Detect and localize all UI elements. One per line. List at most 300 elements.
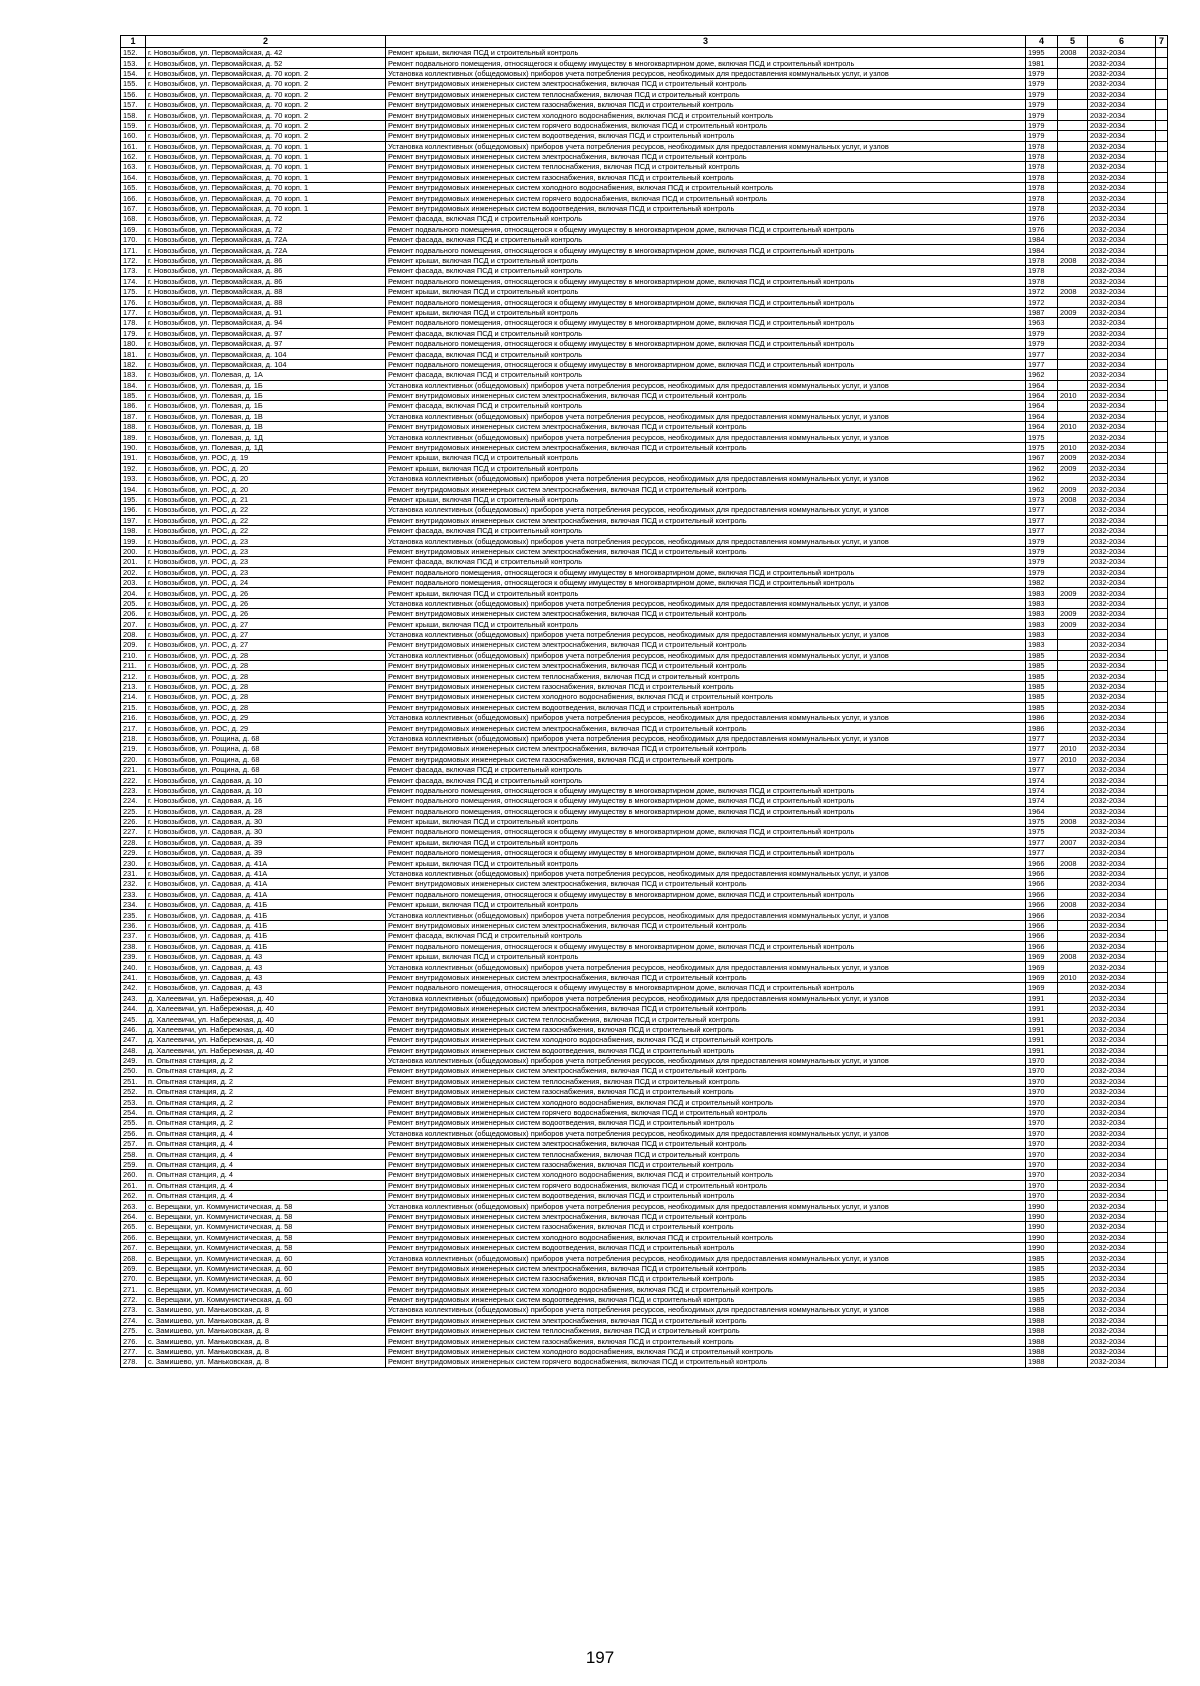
table-row xyxy=(121,764,1168,774)
address-cell: п. Опытная станция, д. 2 xyxy=(146,1087,386,1097)
address-cell: г. Новозыбков, ул. РОС, д. 28 xyxy=(146,671,386,681)
work-type-cell: Ремонт внутридомовых инженерных систем теплоснабжения, включая ПСД и строительный контроль xyxy=(386,671,1026,681)
commission-year-cell: 1985 xyxy=(1026,650,1058,660)
work-type-cell: Ремонт внутридомовых инженерных систем теплоснабжения, включая ПСД и строительный контроль xyxy=(386,162,1026,172)
row-number: 221. xyxy=(121,764,146,774)
row-number: 184. xyxy=(121,380,146,390)
address-cell: г. Новозыбков, ул. Первомайская, д. 70 корп. 2 xyxy=(146,79,386,89)
commission-year-cell: 1972 xyxy=(1026,286,1058,296)
row-number: 218. xyxy=(121,733,146,743)
commission-year-cell: 1970 xyxy=(1026,1180,1058,1190)
table-row xyxy=(121,151,1168,161)
row-number: 249. xyxy=(121,1055,146,1065)
planned-period-cell: 2032-2034 xyxy=(1088,1357,1156,1367)
commission-year-cell: 1970 xyxy=(1026,1139,1058,1149)
last-repair-year-cell: 2009 xyxy=(1058,609,1088,619)
planned-period-cell: 2032-2034 xyxy=(1088,557,1156,567)
table-row xyxy=(121,1201,1168,1211)
work-type-cell: Ремонт подвального помещения, относящегося к общему имуществу в многоквартирном доме, включая ПСД и строительный контроль xyxy=(386,276,1026,286)
row-number: 222. xyxy=(121,775,146,785)
commission-year-cell: 1990 xyxy=(1026,1232,1058,1242)
last-repair-year-cell xyxy=(1058,983,1088,993)
empty-cell xyxy=(1156,110,1168,120)
address-cell: г. Новозыбков, ул. Первомайская, д. 70 корп. 1 xyxy=(146,151,386,161)
table-row xyxy=(121,671,1168,681)
last-repair-year-cell: 2010 xyxy=(1058,744,1088,754)
work-type-cell: Ремонт внутридомовых инженерных систем газоснабжения, включая ПСД и строительный контроль xyxy=(386,1024,1026,1034)
empty-cell xyxy=(1156,1357,1168,1367)
last-repair-year-cell xyxy=(1058,1024,1088,1034)
work-type-cell: Ремонт внутридомовых инженерных систем водоотведения, включая ПСД и строительный контроль xyxy=(386,1045,1026,1055)
last-repair-year-cell xyxy=(1058,183,1088,193)
commission-year-cell: 1985 xyxy=(1026,1263,1058,1273)
work-type-cell: Ремонт крыши, включая ПСД и строительный контроль xyxy=(386,286,1026,296)
table-row xyxy=(121,775,1168,785)
address-cell: г. Новозыбков, ул. Полевая, д. 1В xyxy=(146,422,386,432)
empty-cell xyxy=(1156,1242,1168,1252)
planned-period-cell: 2032-2034 xyxy=(1088,972,1156,982)
table-row xyxy=(121,474,1168,484)
empty-cell xyxy=(1156,120,1168,130)
commission-year-cell: 1977 xyxy=(1026,733,1058,743)
table-row xyxy=(121,723,1168,733)
row-number: 252. xyxy=(121,1087,146,1097)
table-row xyxy=(121,848,1168,858)
row-number: 200. xyxy=(121,546,146,556)
last-repair-year-cell xyxy=(1058,1284,1088,1294)
work-type-cell: Ремонт внутридомовых инженерных систем водоотведения, включая ПСД и строительный контроль xyxy=(386,203,1026,213)
row-number: 213. xyxy=(121,681,146,691)
address-cell: г. Новозыбков, ул. Первомайская, д. 97 xyxy=(146,338,386,348)
table-row xyxy=(121,536,1168,546)
last-repair-year-cell xyxy=(1058,1211,1088,1221)
planned-period-cell: 2032-2034 xyxy=(1088,411,1156,421)
commission-year-cell: 1991 xyxy=(1026,993,1058,1003)
work-type-cell: Ремонт внутридомовых инженерных систем водоотведения, включая ПСД и строительный контроль xyxy=(386,131,1026,141)
work-type-cell: Установка коллективных (общедомовых) приборов учета потребления ресурсов, необходимых для предоставления коммунальных услуг, и узлов xyxy=(386,1055,1026,1065)
empty-cell xyxy=(1156,338,1168,348)
empty-cell xyxy=(1156,432,1168,442)
planned-period-cell: 2032-2034 xyxy=(1088,713,1156,723)
address-cell: г. Новозыбков, ул. Первомайская, д. 70 корп. 1 xyxy=(146,193,386,203)
work-type-cell: Ремонт внутридомовых инженерных систем холодного водоснабжения, включая ПСД и строительный контроль xyxy=(386,1346,1026,1356)
address-cell: г. Новозыбков, ул. Садовая, д. 39 xyxy=(146,837,386,847)
last-repair-year-cell xyxy=(1058,58,1088,68)
commission-year-cell: 1978 xyxy=(1026,276,1058,286)
last-repair-year-cell xyxy=(1058,1035,1088,1045)
last-repair-year-cell: 2008 xyxy=(1058,494,1088,504)
work-type-cell: Ремонт подвального помещения, относящегося к общему имуществу в многоквартирном доме, включая ПСД и строительный контроль xyxy=(386,983,1026,993)
last-repair-year-cell xyxy=(1058,764,1088,774)
empty-cell xyxy=(1156,1232,1168,1242)
row-number: 204. xyxy=(121,588,146,598)
commission-year-cell: 1984 xyxy=(1026,245,1058,255)
last-repair-year-cell xyxy=(1058,1128,1088,1138)
empty-cell xyxy=(1156,764,1168,774)
table-row xyxy=(121,318,1168,328)
empty-cell xyxy=(1156,619,1168,629)
address-cell: г. Новозыбков, ул. Садовая, д. 41Б xyxy=(146,910,386,920)
planned-period-cell: 2032-2034 xyxy=(1088,1055,1156,1065)
planned-period-cell: 2032-2034 xyxy=(1088,214,1156,224)
commission-year-cell: 1979 xyxy=(1026,120,1058,130)
work-type-cell: Ремонт фасада, включая ПСД и строительный контроль xyxy=(386,235,1026,245)
table-row xyxy=(121,432,1168,442)
commission-year-cell: 1979 xyxy=(1026,89,1058,99)
table-row xyxy=(121,1326,1168,1336)
commission-year-cell: 1970 xyxy=(1026,1087,1058,1097)
address-cell: г. Новозыбков, ул. РОС, д. 23 xyxy=(146,546,386,556)
planned-period-cell: 2032-2034 xyxy=(1088,816,1156,826)
planned-period-cell: 2032-2034 xyxy=(1088,1087,1156,1097)
column-number: 3 xyxy=(386,36,1026,48)
address-cell: д. Халеевичи, ул. Набережная, д. 40 xyxy=(146,1035,386,1045)
table-row xyxy=(121,879,1168,889)
table-row xyxy=(121,1211,1168,1221)
table-row xyxy=(121,619,1168,629)
planned-period-cell: 2032-2034 xyxy=(1088,141,1156,151)
empty-cell xyxy=(1156,1003,1168,1013)
row-number: 256. xyxy=(121,1128,146,1138)
last-repair-year-cell: 2010 xyxy=(1058,390,1088,400)
last-repair-year-cell xyxy=(1058,629,1088,639)
row-number: 169. xyxy=(121,224,146,234)
planned-period-cell: 2032-2034 xyxy=(1088,442,1156,452)
table-row xyxy=(121,276,1168,286)
commission-year-cell: 1985 xyxy=(1026,702,1058,712)
last-repair-year-cell xyxy=(1058,1253,1088,1263)
last-repair-year-cell xyxy=(1058,1087,1088,1097)
planned-period-cell: 2032-2034 xyxy=(1088,796,1156,806)
work-type-cell: Ремонт крыши, включая ПСД и строительный контроль xyxy=(386,619,1026,629)
row-number: 212. xyxy=(121,671,146,681)
work-type-cell: Установка коллективных (общедомовых) приборов учета потребления ресурсов, необходимых для предоставления коммунальных услуг, и узлов xyxy=(386,629,1026,639)
planned-period-cell: 2032-2034 xyxy=(1088,1045,1156,1055)
address-cell: г. Новозыбков, ул. Первомайская, д. 70 корп. 1 xyxy=(146,162,386,172)
work-type-cell: Ремонт внутридомовых инженерных систем электроснабжения, включая ПСД и строительный контроль xyxy=(386,1263,1026,1273)
planned-period-cell: 2032-2034 xyxy=(1088,432,1156,442)
last-repair-year-cell xyxy=(1058,505,1088,515)
empty-cell xyxy=(1156,640,1168,650)
last-repair-year-cell xyxy=(1058,474,1088,484)
table-row xyxy=(121,422,1168,432)
row-number: 245. xyxy=(121,1014,146,1024)
address-cell: д. Халеевичи, ул. Набережная, д. 40 xyxy=(146,1024,386,1034)
empty-cell xyxy=(1156,993,1168,1003)
last-repair-year-cell: 2009 xyxy=(1058,463,1088,473)
row-number: 191. xyxy=(121,453,146,463)
planned-period-cell: 2032-2034 xyxy=(1088,567,1156,577)
table-row xyxy=(121,972,1168,982)
row-number: 186. xyxy=(121,401,146,411)
commission-year-cell: 1984 xyxy=(1026,235,1058,245)
work-type-cell: Установка коллективных (общедомовых) приборов учета потребления ресурсов, необходимых для предоставления коммунальных услуг, и узлов xyxy=(386,1201,1026,1211)
last-repair-year-cell xyxy=(1058,1014,1088,1024)
last-repair-year-cell xyxy=(1058,110,1088,120)
last-repair-year-cell xyxy=(1058,577,1088,587)
commission-year-cell: 1985 xyxy=(1026,661,1058,671)
row-number: 235. xyxy=(121,910,146,920)
planned-period-cell: 2032-2034 xyxy=(1088,1336,1156,1346)
work-type-cell: Ремонт фасада, включая ПСД и строительный контроль xyxy=(386,328,1026,338)
row-number: 175. xyxy=(121,286,146,296)
work-type-cell: Установка коллективных (общедомовых) приборов учета потребления ресурсов, необходимых для предоставления коммунальных услуг, и узлов xyxy=(386,380,1026,390)
work-type-cell: Ремонт внутридомовых инженерных систем теплоснабжения, включая ПСД и строительный контроль xyxy=(386,1326,1026,1336)
empty-cell xyxy=(1156,910,1168,920)
empty-cell xyxy=(1156,609,1168,619)
work-type-cell: Ремонт внутридомовых инженерных систем электроснабжения, включая ПСД и строительный контроль xyxy=(386,723,1026,733)
last-repair-year-cell: 2009 xyxy=(1058,453,1088,463)
last-repair-year-cell xyxy=(1058,941,1088,951)
row-number: 275. xyxy=(121,1326,146,1336)
planned-period-cell: 2032-2034 xyxy=(1088,744,1156,754)
last-repair-year-cell xyxy=(1058,868,1088,878)
empty-cell xyxy=(1156,557,1168,567)
planned-period-cell: 2032-2034 xyxy=(1088,1274,1156,1284)
commission-year-cell: 1962 xyxy=(1026,463,1058,473)
commission-year-cell: 1985 xyxy=(1026,692,1058,702)
work-type-cell: Установка коллективных (общедомовых) приборов учета потребления ресурсов, необходимых для предоставления коммунальных услуг, и узлов xyxy=(386,68,1026,78)
table-row xyxy=(121,702,1168,712)
last-repair-year-cell xyxy=(1058,889,1088,899)
row-number: 187. xyxy=(121,411,146,421)
commission-year-cell: 1978 xyxy=(1026,141,1058,151)
row-number: 181. xyxy=(121,349,146,359)
last-repair-year-cell xyxy=(1058,598,1088,608)
table-row xyxy=(121,1087,1168,1097)
commission-year-cell: 1990 xyxy=(1026,1201,1058,1211)
table-row xyxy=(121,162,1168,172)
address-cell: г. Новозыбков, ул. РОС, д. 19 xyxy=(146,453,386,463)
commission-year-cell: 1983 xyxy=(1026,619,1058,629)
empty-cell xyxy=(1156,505,1168,515)
commission-year-cell: 1970 xyxy=(1026,1159,1058,1169)
table-row xyxy=(121,349,1168,359)
row-number: 248. xyxy=(121,1045,146,1055)
work-type-cell: Ремонт внутридомовых инженерных систем электроснабжения, включая ПСД и строительный контроль xyxy=(386,972,1026,982)
table-row xyxy=(121,1274,1168,1284)
row-number: 178. xyxy=(121,318,146,328)
address-cell: г. Новозыбков, ул. Садовая, д. 10 xyxy=(146,775,386,785)
table-row xyxy=(121,962,1168,972)
last-repair-year-cell xyxy=(1058,1357,1088,1367)
row-number: 243. xyxy=(121,993,146,1003)
row-number: 277. xyxy=(121,1346,146,1356)
commission-year-cell: 1963 xyxy=(1026,318,1058,328)
work-type-cell: Ремонт крыши, включая ПСД и строительный контроль xyxy=(386,307,1026,317)
commission-year-cell: 1988 xyxy=(1026,1336,1058,1346)
table-row xyxy=(121,557,1168,567)
row-number: 158. xyxy=(121,110,146,120)
work-type-cell: Установка коллективных (общедомовых) приборов учета потребления ресурсов, необходимых для предоставления коммунальных услуг, и узлов xyxy=(386,474,1026,484)
column-number: 4 xyxy=(1026,36,1058,48)
table-row xyxy=(121,754,1168,764)
table-row xyxy=(121,910,1168,920)
row-number: 197. xyxy=(121,515,146,525)
row-number: 269. xyxy=(121,1263,146,1273)
last-repair-year-cell xyxy=(1058,1170,1088,1180)
row-number: 209. xyxy=(121,640,146,650)
row-number: 177. xyxy=(121,307,146,317)
planned-period-cell: 2032-2034 xyxy=(1088,79,1156,89)
last-repair-year-cell xyxy=(1058,910,1088,920)
work-type-cell: Ремонт внутридомовых инженерных систем холодного водоснабжения, включая ПСД и строительный контроль xyxy=(386,1035,1026,1045)
table-row xyxy=(121,1305,1168,1315)
table-row xyxy=(121,837,1168,847)
table-row xyxy=(121,588,1168,598)
commission-year-cell: 1977 xyxy=(1026,764,1058,774)
table-row xyxy=(121,1232,1168,1242)
empty-cell xyxy=(1156,650,1168,660)
planned-period-cell: 2032-2034 xyxy=(1088,889,1156,899)
row-number: 278. xyxy=(121,1357,146,1367)
address-cell: г. Новозыбков, ул. РОС, д. 23 xyxy=(146,557,386,567)
commission-year-cell: 1983 xyxy=(1026,598,1058,608)
planned-period-cell: 2032-2034 xyxy=(1088,1066,1156,1076)
empty-cell xyxy=(1156,889,1168,899)
table-row xyxy=(121,380,1168,390)
last-repair-year-cell xyxy=(1058,1149,1088,1159)
empty-cell xyxy=(1156,983,1168,993)
planned-period-cell: 2032-2034 xyxy=(1088,1242,1156,1252)
row-number: 166. xyxy=(121,193,146,203)
address-cell: с. Верещаки, ул. Коммунистическая, д. 60 xyxy=(146,1294,386,1304)
last-repair-year-cell xyxy=(1058,141,1088,151)
work-type-cell: Ремонт внутридомовых инженерных систем газоснабжения, включая ПСД и строительный контроль xyxy=(386,1222,1026,1232)
table-row xyxy=(121,1024,1168,1034)
commission-year-cell: 1964 xyxy=(1026,380,1058,390)
work-type-cell: Ремонт внутридомовых инженерных систем теплоснабжения, включая ПСД и строительный контроль xyxy=(386,1076,1026,1086)
last-repair-year-cell xyxy=(1058,162,1088,172)
last-repair-year-cell xyxy=(1058,640,1088,650)
commission-year-cell: 1985 xyxy=(1026,1253,1058,1263)
row-number: 276. xyxy=(121,1336,146,1346)
last-repair-year-cell xyxy=(1058,567,1088,577)
table-row xyxy=(121,453,1168,463)
empty-cell xyxy=(1156,733,1168,743)
table-row xyxy=(121,1284,1168,1294)
planned-period-cell: 2032-2034 xyxy=(1088,1107,1156,1117)
row-number: 247. xyxy=(121,1035,146,1045)
planned-period-cell: 2032-2034 xyxy=(1088,806,1156,816)
empty-cell xyxy=(1156,536,1168,546)
work-type-cell: Ремонт подвального помещения, относящегося к общему имуществу в многоквартирном доме, включая ПСД и строительный контроль xyxy=(386,577,1026,587)
row-number: 274. xyxy=(121,1315,146,1325)
work-type-cell: Ремонт подвального помещения, относящегося к общему имуществу в многоквартирном доме, включая ПСД и строительный контроль xyxy=(386,941,1026,951)
address-cell: г. Новозыбков, ул. Первомайская, д. 70 корп. 2 xyxy=(146,68,386,78)
empty-cell xyxy=(1156,1170,1168,1180)
row-number: 272. xyxy=(121,1294,146,1304)
row-number: 180. xyxy=(121,338,146,348)
row-number: 258. xyxy=(121,1149,146,1159)
row-number: 157. xyxy=(121,99,146,109)
table-row xyxy=(121,494,1168,504)
address-cell: г. Новозыбков, ул. Садовая, д. 10 xyxy=(146,785,386,795)
empty-cell xyxy=(1156,1066,1168,1076)
planned-period-cell: 2032-2034 xyxy=(1088,183,1156,193)
planned-period-cell: 2032-2034 xyxy=(1088,245,1156,255)
work-type-cell: Ремонт внутридомовых инженерных систем горячего водоснабжения, включая ПСД и строительный контроль xyxy=(386,1180,1026,1190)
planned-period-cell: 2032-2034 xyxy=(1088,193,1156,203)
empty-cell xyxy=(1156,1201,1168,1211)
empty-cell xyxy=(1156,785,1168,795)
planned-period-cell: 2032-2034 xyxy=(1088,463,1156,473)
work-type-cell: Ремонт внутридомовых инженерных систем электроснабжения, включая ПСД и строительный контроль xyxy=(386,151,1026,161)
work-type-cell: Ремонт внутридомовых инженерных систем холодного водоснабжения, включая ПСД и строительный контроль xyxy=(386,183,1026,193)
table-row xyxy=(121,214,1168,224)
empty-cell xyxy=(1156,474,1168,484)
row-number: 224. xyxy=(121,796,146,806)
table-row xyxy=(121,224,1168,234)
empty-cell xyxy=(1156,141,1168,151)
last-repair-year-cell xyxy=(1058,401,1088,411)
work-type-cell: Установка коллективных (общедомовых) приборов учета потребления ресурсов, необходимых для предоставления коммунальных услуг, и узлов xyxy=(386,1128,1026,1138)
planned-period-cell: 2032-2034 xyxy=(1088,401,1156,411)
address-cell: с. Верещаки, ул. Коммунистическая, д. 60 xyxy=(146,1284,386,1294)
table-row xyxy=(121,1315,1168,1325)
commission-year-cell: 1970 xyxy=(1026,1118,1058,1128)
planned-period-cell: 2032-2034 xyxy=(1088,370,1156,380)
work-type-cell: Ремонт фасада, включая ПСД и строительный контроль xyxy=(386,401,1026,411)
work-type-cell: Ремонт крыши, включая ПСД и строительный контроль xyxy=(386,48,1026,58)
empty-cell xyxy=(1156,422,1168,432)
last-repair-year-cell xyxy=(1058,131,1088,141)
planned-period-cell: 2032-2034 xyxy=(1088,577,1156,587)
work-type-cell: Установка коллективных (общедомовых) приборов учета потребления ресурсов, необходимых для предоставления коммунальных услуг, и узлов xyxy=(386,432,1026,442)
table-row xyxy=(121,744,1168,754)
commission-year-cell: 1966 xyxy=(1026,900,1058,910)
work-type-cell: Ремонт крыши, включая ПСД и строительный контроль xyxy=(386,494,1026,504)
row-number: 214. xyxy=(121,692,146,702)
empty-cell xyxy=(1156,951,1168,961)
last-repair-year-cell xyxy=(1058,1118,1088,1128)
commission-year-cell: 1978 xyxy=(1026,193,1058,203)
row-number: 161. xyxy=(121,141,146,151)
address-cell: г. Новозыбков, ул. Садовая, д. 39 xyxy=(146,848,386,858)
planned-period-cell: 2032-2034 xyxy=(1088,879,1156,889)
address-cell: г. Новозыбков, ул. Первомайская, д. 70 корп. 2 xyxy=(146,99,386,109)
commission-year-cell: 1979 xyxy=(1026,68,1058,78)
address-cell: г. Новозыбков, ул. Полевая, д. 1Б xyxy=(146,401,386,411)
empty-cell xyxy=(1156,68,1168,78)
address-cell: п. Опытная станция, д. 4 xyxy=(146,1190,386,1200)
table-row xyxy=(121,796,1168,806)
planned-period-cell: 2032-2034 xyxy=(1088,598,1156,608)
table-row xyxy=(121,1035,1168,1045)
row-number: 251. xyxy=(121,1076,146,1086)
address-cell: г. Новозыбков, ул. РОС, д. 28 xyxy=(146,692,386,702)
address-cell: г. Новозыбков, ул. Садовая, д. 41А xyxy=(146,868,386,878)
last-repair-year-cell xyxy=(1058,650,1088,660)
address-cell: г. Новозыбков, ул. Первомайская, д. 70 корп. 2 xyxy=(146,120,386,130)
empty-cell xyxy=(1156,1159,1168,1169)
empty-cell xyxy=(1156,255,1168,265)
empty-cell xyxy=(1156,806,1168,816)
column-number: 5 xyxy=(1058,36,1088,48)
planned-period-cell: 2032-2034 xyxy=(1088,349,1156,359)
last-repair-year-cell xyxy=(1058,79,1088,89)
row-number: 153. xyxy=(121,58,146,68)
planned-period-cell: 2032-2034 xyxy=(1088,629,1156,639)
table-row xyxy=(121,1170,1168,1180)
work-type-cell: Ремонт внутридомовых инженерных систем холодного водоснабжения, включая ПСД и строительный контроль xyxy=(386,1284,1026,1294)
empty-cell xyxy=(1156,1315,1168,1325)
address-cell: г. Новозыбков, ул. Первомайская, д. 72А xyxy=(146,235,386,245)
work-type-cell: Ремонт подвального помещения, относящегося к общему имуществу в многоквартирном доме, включая ПСД и строительный контроль xyxy=(386,848,1026,858)
empty-cell xyxy=(1156,328,1168,338)
capital-repair-table xyxy=(120,35,1168,1368)
commission-year-cell: 1969 xyxy=(1026,962,1058,972)
